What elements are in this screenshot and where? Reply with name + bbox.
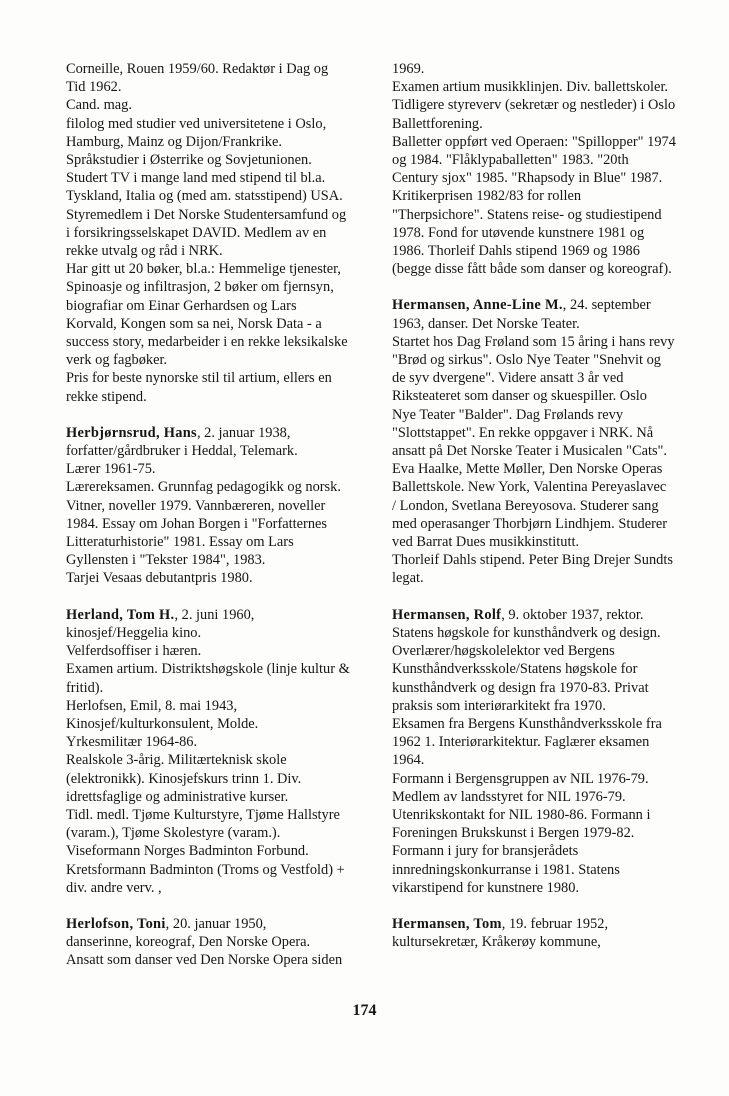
- entry-line: biografiar om Einar Gerhardsen og Lars: [66, 297, 297, 314]
- entry-line: Herlofsen, Emil, 8. mai 1943,: [66, 697, 238, 714]
- entry-line: Velferdsoffiser i hæren.: [66, 643, 202, 660]
- entry-name: Hermansen, Tom: [392, 915, 502, 932]
- entry-line: (varam.), Tjøme Skolestyre (varam.).: [66, 825, 281, 842]
- entry-line: ved Barrat Dues musikkinstitutt.: [392, 534, 580, 551]
- entry-continuation: [392, 60, 698, 278]
- directory-entry: [392, 915, 698, 951]
- entry-name: Herland, Tom H.: [66, 606, 175, 623]
- entry-line-text: , 24. september: [562, 297, 651, 314]
- entry-line: rekke stipend.: [66, 388, 147, 405]
- entry-line-text: , 20. januar 1950,: [165, 915, 267, 932]
- entry-line: Tidligere styreverv (sekretær og nestleder) i Oslo: [392, 97, 676, 114]
- entry-line: 1962 1. Interiørarkitektur. Faglærer eksamen: [392, 734, 650, 751]
- entry-line: Ballettskole. New York, Valentina Pereyaslavec: [392, 479, 667, 496]
- entry-name: Herbjørnsrud, Hans: [66, 424, 197, 441]
- entry-line: kultursekretær, Kråkerøy kommune,: [392, 934, 601, 951]
- entry-line: 1969.: [392, 61, 425, 77]
- entry-line: danserinne, koreograf, Den Norske Opera.: [66, 934, 311, 951]
- entry-line: Spinoasje og infiltrasjon, 2 bøker om fjernsyn,: [66, 279, 334, 296]
- entry-line: div. andre verv. ,: [66, 879, 162, 896]
- entry-line: og 1984. "Flåklypaballetten" 1983. "20th: [392, 152, 629, 169]
- entry-line: Riksteateret som danser og skuespiller. Oslo: [392, 388, 647, 405]
- entry-line: forfatter/gårdbruker i Heddal, Telemark.: [66, 443, 298, 460]
- entry-line: Kritikerprisen 1982/83 for rollen: [392, 188, 582, 205]
- page-number: 174: [352, 1002, 377, 1019]
- entry-line: Tarjei Vesaas debutantpris 1980.: [66, 570, 253, 587]
- entry-line: Viseformann Norges Badminton Forbund.: [66, 843, 309, 860]
- entry-line: verk og fagbøker.: [66, 352, 168, 369]
- entry-line: praksis som interiørarkitekt fra 1970.: [392, 697, 606, 714]
- entry-line: Har gitt ut 20 bøker, bl.a.: Hemmelige tjenester,: [66, 261, 341, 278]
- directory-entry: [392, 296, 698, 587]
- entry-line: Tid 1962.: [66, 79, 122, 96]
- entry-line: legat.: [392, 570, 424, 587]
- entry-line: Tidl. medl. Tjøme Kulturstyre, Tjøme Hallstyre: [66, 806, 340, 823]
- entry-line: Century sjox" 1985. "Rhapsody in Blue" 1987.: [392, 170, 663, 187]
- entry-line: ansatt på Det Norske Teater i Musicalen "Cats".: [392, 443, 668, 460]
- entry-line: Statens høgskole for kunsthåndverk og design.: [392, 624, 661, 641]
- entry-line: Balletter oppført ved Operaen: "Spillopper" 1974: [392, 133, 676, 150]
- directory-entry: [66, 424, 366, 588]
- entry-line: Litteraturhistorie" 1981. Essay om Lars: [66, 534, 294, 551]
- entry-line: 1978. Fond for utøvende kunstnere 1981 og: [392, 224, 645, 241]
- entry-line: Studert TV i mange land med stipend til bl.a.: [66, 170, 326, 187]
- directory-entry: [66, 606, 366, 897]
- entry-line: Gyllensten i "Tekster 1984", 1983.: [66, 552, 266, 569]
- entry-line: [392, 296, 698, 314]
- entry-line: Medlem av landsstyret for NIL 1976-79.: [392, 788, 626, 805]
- entry-line: success story, medarbeider i en rekke leksikalske: [66, 334, 348, 351]
- entry-line: Examen artium musikklinjen. Div. ballettskoler.: [392, 79, 669, 96]
- entry-line-text: , 2. juni 1960,: [174, 606, 255, 623]
- entry-name: Herlofson, Toni: [66, 915, 166, 932]
- entry-line: fritid).: [66, 679, 104, 696]
- entry-line-text: , 9. oktober 1937, rektor.: [501, 606, 644, 623]
- entry-line: Eva Haalke, Mette Møller, Den Norske Operas: [392, 461, 663, 478]
- entry-line: Startet hos Dag Frøland som 15 åring i hans revy: [392, 333, 675, 350]
- entry-line: "Slottstappet". En rekke oppgaver i NRK. Nå: [392, 424, 654, 441]
- entry-line: Ansatt som danser ved Den Norske Opera siden: [66, 952, 343, 969]
- entry-line: Thorleif Dahls stipend. Peter Bing Drejer Sundts: [392, 552, 673, 569]
- entry-line: Kunsthåndverksskole/Statens høgskole for: [392, 661, 638, 678]
- entry-line: Eksamen fra Bergens Kunsthåndverksskole fra: [392, 715, 662, 732]
- entry-line: Realskole 3-årig. Militærteknisk skole: [66, 752, 287, 769]
- entry-line: Foreningen Brukskunst i Bergen 1979-82.: [392, 825, 635, 842]
- entry-line-text: , 2. januar 1938,: [196, 424, 291, 441]
- entry-line: med operasanger Thorbjørn Lindhjem. Studerer: [392, 515, 668, 532]
- entry-line: 1964.: [392, 752, 425, 769]
- entry-line: [66, 606, 366, 624]
- entry-line: 1986. Thorleif Dahls stipend 1969 og 1986: [392, 243, 640, 260]
- entry-line: "Brød og sirkus". Oslo Nye Teater "Snehvit og: [392, 352, 661, 369]
- entry-line: Yrkesmilitær 1964-86.: [66, 734, 198, 751]
- entry-line: Vitner, noveller 1979. Vannbæreren, noveller: [66, 497, 326, 514]
- entry-line: [392, 915, 698, 933]
- entry-name: Hermansen, Rolf: [392, 606, 502, 623]
- entry-line: Korvald, Kongen som sa nei, Norsk Data - a: [66, 315, 322, 332]
- entry-line: (elektronikk). Kinosjefskurs trinn 1. Div.: [66, 770, 302, 787]
- entry-line: Ballettforening.: [392, 115, 483, 132]
- entry-line: innredningskonkurranse i 1981. Statens: [392, 861, 620, 878]
- entry-line: (begge disse fått både som danser og koreograf).: [392, 261, 672, 278]
- entry-line: filolog med studier ved universitetene i Oslo,: [66, 115, 327, 132]
- entry-line: Cand. mag.: [66, 97, 132, 114]
- entry-line: 1963, danser. Det Norske Teater.: [392, 315, 580, 332]
- entry-line: kunsthåndverk og design fra 1970-83. Privat: [392, 679, 649, 696]
- entry-line: Kinosjef/kulturkonsulent, Molde.: [66, 715, 259, 732]
- entry-name: Hermansen, Anne-Line M.: [392, 297, 563, 314]
- entry-line: idrettsfaglige og administrative kurser.: [66, 788, 289, 805]
- entry-line: Examen artium. Distriktshøgskole (linje kultur &: [66, 661, 350, 678]
- entry-line: Hamburg, Mainz og Dijon/Frankrike.: [66, 133, 282, 150]
- entry-line: Formann i Bergensgruppen av NIL 1976-79.: [392, 770, 649, 787]
- entry-line: rekke utvalg og råd i NRK.: [66, 243, 223, 260]
- entry-line: i forsikringsselskapet DAVID. Medlem av en: [66, 224, 327, 241]
- entry-line: [66, 915, 366, 933]
- entry-line: de syv dvergene". Videre ansatt 3 år ved: [392, 370, 624, 387]
- entry-continuation: [66, 60, 366, 406]
- entry-line: Tyskland, Italia og (med am. statsstipend) USA.: [66, 188, 343, 205]
- entry-line-text: , 19. februar 1952,: [501, 915, 609, 932]
- entry-line: "Therpsichore". Statens reise- og studiestipend: [392, 206, 662, 223]
- left-column: [66, 60, 366, 988]
- entry-line: kinosjef/Heggelia kino.: [66, 624, 202, 641]
- entry-line: Overlærer/høgskolelektor ved Bergens: [392, 643, 615, 660]
- entry-line: [392, 606, 698, 624]
- entry-line: Kretsformann Badminton (Troms og Vestfold) +: [66, 861, 345, 878]
- entry-line: Lærer 1961-75.: [66, 461, 156, 478]
- entry-line: Corneille, Rouen 1959/60. Redaktør i Dag og: [66, 61, 329, 77]
- entry-line: 1984. Essay om Johan Borgen i "Forfatternes: [66, 515, 328, 532]
- directory-entry: [392, 606, 698, 897]
- entry-line: / London, Svetlana Bereyosova. Studerer sang: [392, 497, 659, 514]
- entry-line: [66, 424, 366, 442]
- entry-line: Lærereksamen. Grunnfag pedagogikk og norsk.: [66, 479, 341, 496]
- entry-line: Utenrikskontakt for NIL 1980-86. Formann i: [392, 806, 651, 823]
- entry-line: Formann i jury for bransjerådets: [392, 843, 579, 860]
- entry-line: Pris for beste nynorske stil til artium, ellers en: [66, 370, 332, 387]
- directory-entry: [66, 915, 366, 970]
- entry-line: Nye Teater "Balder". Dag Frølands revy: [392, 406, 624, 423]
- entry-line: Styremedlem i Det Norske Studentersamfund og: [66, 206, 347, 223]
- entry-line: vikarstipend for kunstnere 1980.: [392, 879, 580, 896]
- entry-line: Språkstudier i Østerrike og Sovjetunionen.: [66, 152, 312, 169]
- right-column: [392, 60, 698, 969]
